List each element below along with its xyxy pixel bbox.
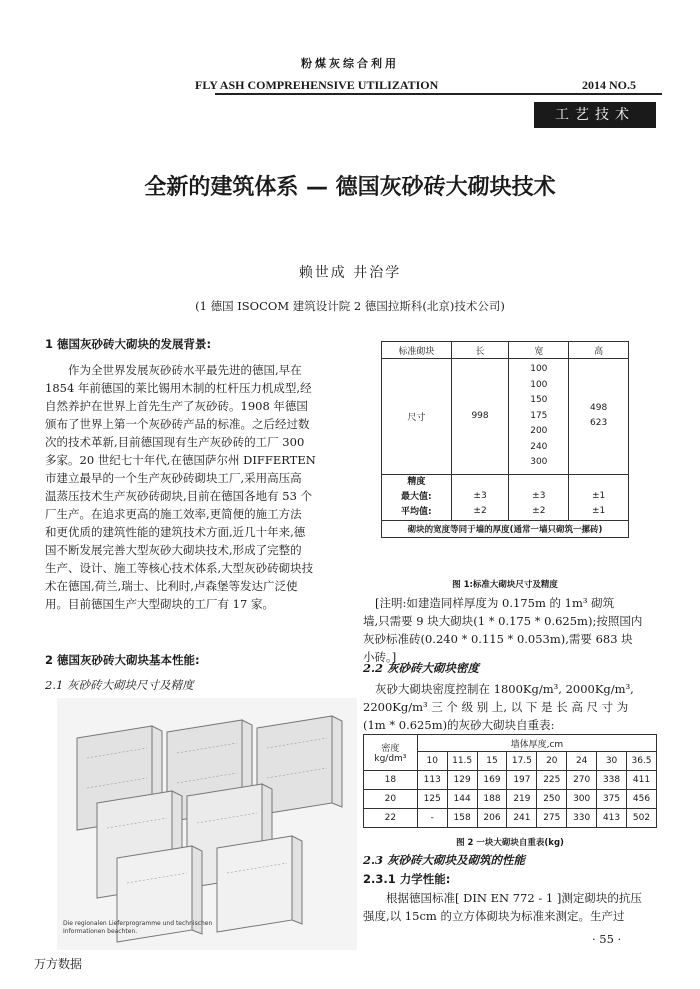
precision-label: 精度 — [407, 476, 426, 487]
weight-cell: 169 — [477, 771, 507, 790]
max-value: ±3 — [532, 491, 546, 501]
table-row — [382, 359, 629, 475]
block-wall-illustration — [57, 698, 357, 950]
block-weight-table — [363, 734, 657, 828]
journal-title-en: FLY ASH COMPREHENSIVE UTILIZATION — [195, 78, 439, 92]
table-header-row — [382, 342, 629, 359]
table-header-cell: 长 — [451, 342, 509, 359]
para-line: [注明:如建造同样厚度为 0.175m 的 1m³ 砌筑 — [375, 596, 615, 610]
para-line: 1854 年前德国的莱比锡用木制的杠杆压力机成型,经 — [45, 381, 312, 395]
height-value: 623 — [590, 418, 608, 429]
density-cell: 20 — [364, 790, 418, 809]
table-2-caption: 图 2 一块大砌块自重表(kg) — [456, 838, 564, 848]
para-line: 多家。20 世纪七十年代,在德国萨尔州 DIFFERTEN — [45, 453, 316, 467]
table-cell — [569, 474, 629, 520]
para-line: 厂生产。在追求更高的施工效率,更简便的施工方法 — [45, 507, 302, 521]
table-cell — [569, 359, 629, 475]
table-1-caption: 图 1:标准大砌块尺寸及精度 — [452, 580, 558, 590]
thickness-cell: 30 — [597, 752, 627, 771]
avg-value: ±2 — [532, 506, 546, 516]
article-title: 全新的建筑体系 — 德国灰砂砖大砌块技术 — [144, 175, 556, 200]
table-1-container — [381, 341, 629, 538]
table-cell: 998 — [451, 359, 509, 475]
para-line: 温蒸压技术生产灰砂砖砌块,目前在德国各地有 53 个 — [45, 489, 313, 503]
weight-cell: 250 — [537, 790, 567, 809]
thickness-cell: 20 — [537, 752, 567, 771]
para-line: 灰砂标准砖(0.240 * 0.115 * 0.053m),需要 683 块 — [363, 632, 633, 646]
weight-cell: 125 — [417, 790, 447, 809]
width-value: 200 — [530, 426, 548, 436]
weight-cell: 188 — [477, 790, 507, 809]
note-paragraph — [363, 594, 657, 666]
width-value: 240 — [530, 441, 548, 452]
para-line: 灰砂大砌块密度控制在 1800Kg/m³, 2000Kg/m³, — [375, 682, 634, 696]
table-note-row — [382, 520, 629, 537]
figure-note — [63, 920, 212, 936]
standard-block-table — [381, 341, 629, 538]
figure-note-line: Die regionalen Lieferprogramme und technischen — [63, 920, 213, 927]
weight-cell: 144 — [447, 790, 477, 809]
weight-cell: 225 — [537, 771, 567, 790]
para-line: 墙,只需要 9 块大砌块(1 * 0.175 * 0.625m);按照国内 — [363, 614, 643, 628]
weight-cell: - — [417, 809, 447, 828]
authors: 赖世成 井治学 — [298, 265, 402, 281]
journal-title-cn: 粉煤灰综合利用 — [301, 57, 399, 70]
density-header: 密度 kg/dm³ — [364, 735, 418, 771]
thickness-cell: 36.5 — [626, 752, 656, 771]
table-cell: 尺寸 — [382, 359, 452, 475]
weight-cell: 413 — [597, 809, 627, 828]
section-tag: 工艺技术 — [534, 102, 656, 128]
para-line: 作为全世界发展灰砂砖水平最先进的德国,早在 — [68, 363, 302, 377]
weight-cell: 456 — [626, 790, 656, 809]
table-2-container — [363, 734, 657, 828]
weight-cell: 330 — [567, 809, 597, 828]
table-cell — [382, 474, 452, 520]
table-row — [364, 771, 657, 790]
avg-value: ±1 — [591, 506, 606, 516]
density-cell: 18 — [364, 771, 418, 790]
section-2-3-heading: 2.3 灰砂砖大砌块及砌筑的性能 — [363, 853, 526, 867]
table-row — [364, 790, 657, 809]
weight-cell: 129 — [447, 771, 477, 790]
figure-note-line: Informationen beachten. — [63, 928, 138, 935]
thickness-header: 墙体厚度,cm — [417, 735, 656, 752]
table-header-cell: 宽 — [509, 342, 569, 359]
para-line: 市建立最早的一个生产灰砂砖砌块工厂,采用高压高 — [45, 471, 302, 485]
weight-cell: 241 — [507, 809, 537, 828]
weight-cell: 275 — [537, 809, 567, 828]
table-header-cell: 标准砌块 — [382, 342, 452, 359]
weight-cell: 338 — [597, 771, 627, 790]
section-2-3-body — [363, 889, 657, 925]
weight-cell: 270 — [567, 771, 597, 790]
thickness-cell: 24 — [567, 752, 597, 771]
weight-cell: 206 — [477, 809, 507, 828]
para-line: 用。目前德国生产大型砌块的工厂有 17 家。 — [45, 597, 274, 611]
thickness-cell: 11.5 — [447, 752, 477, 771]
para-line: 小砖。] — [363, 650, 397, 664]
table-cell — [451, 474, 509, 520]
weight-cell: 197 — [507, 771, 537, 790]
weight-cell: 411 — [626, 771, 656, 790]
max-value: ±1 — [591, 491, 606, 501]
weight-cell: 113 — [417, 771, 447, 790]
para-line: (1m * 0.625m)的灰砂大砌块自重表: — [363, 718, 555, 732]
table-header-cell: 高 — [569, 342, 629, 359]
table-row — [382, 474, 629, 520]
section-2-3-1-heading: 2.3.1 力学性能: — [363, 872, 451, 886]
block-drawing — [57, 698, 357, 950]
watermark: 万方数据 — [34, 957, 83, 971]
width-value: 100 — [530, 364, 548, 374]
weight-cell: 158 — [447, 809, 477, 828]
para-line: 强度,以 15cm 的立方体砌块为标准来测定。生产过 — [363, 909, 625, 923]
width-value: 150 — [530, 395, 548, 405]
table-cell — [509, 474, 569, 520]
table-cell — [509, 359, 569, 475]
thickness-cell: 15 — [477, 752, 507, 771]
header-rule — [215, 93, 662, 95]
page-number: · 55 · — [592, 932, 622, 946]
weight-cell: 300 — [567, 790, 597, 809]
width-value: 300 — [530, 457, 548, 467]
avg-label: 平均值: — [401, 506, 432, 517]
issue-number: 2014 NO.5 — [582, 78, 636, 92]
max-label: 最大值: — [401, 491, 432, 502]
para-line: 2200Kg/m³ 三 个 级 别 上, 以 下 是 长 高 尺 寸 为 — [363, 700, 629, 714]
table-header-row — [364, 735, 657, 752]
para-line: 次的技术革新,目前德国现有生产灰砂砖的工厂 300 — [45, 435, 305, 449]
weight-cell: 219 — [507, 790, 537, 809]
affiliation: (1 德国 ISOCOM 建筑设计院 2 德国拉斯科(北京)技术公司) — [195, 299, 505, 313]
avg-value: ±2 — [473, 506, 487, 516]
table-note: 砌块的宽度等同于墙的厚度(通常一墙只砌筑一摞砖) — [382, 520, 629, 537]
max-value: ±3 — [473, 491, 487, 501]
para-line: 颁布了世界上第一个灰砂砖产品的标准。之后经过数 — [45, 417, 310, 431]
section-2-2-heading: 2.2 灰砂砖大砌块密度 — [363, 661, 480, 675]
weight-cell: 375 — [597, 790, 627, 809]
thickness-cell: 10 — [417, 752, 447, 771]
section-1-body — [45, 361, 347, 613]
height-value: 498 — [590, 402, 608, 413]
width-value: 175 — [530, 410, 548, 421]
para-line: 根据德国标准[ DIN EN 772 - 1 ]测定砌块的抗压 — [386, 891, 642, 905]
table-row — [364, 809, 657, 828]
weight-cell: 502 — [626, 809, 656, 828]
section-2-2-body — [363, 680, 657, 734]
para-line: 生产、设计、施工等核心技术体系,大型灰砂砖砌块技 — [45, 561, 314, 575]
section-2-heading: 2 德国灰砂砖大砌块基本性能: — [45, 653, 200, 667]
density-cell: 22 — [364, 809, 418, 828]
section-2-1-heading: 2.1 灰砂砖大砌块尺寸及精度 — [45, 678, 194, 692]
para-line: 自然养护在世界上首先生产了灰砂砖。1908 年德国 — [45, 399, 308, 413]
para-line: 国不断发展完善大型灰砂大砌块技术,形成了完整的 — [45, 543, 302, 557]
para-line: 术在德国,荷兰,瑞士、比利时,卢森堡等发达广泛使 — [45, 579, 298, 593]
width-value: 100 — [530, 379, 548, 390]
para-line: 和更优质的建筑性能的建筑技术方面,近几十年来,德 — [45, 525, 306, 539]
thickness-cell: 17.5 — [507, 752, 537, 771]
section-1-heading: 1 德国灰砂砖大砌块的发展背景: — [45, 337, 212, 351]
